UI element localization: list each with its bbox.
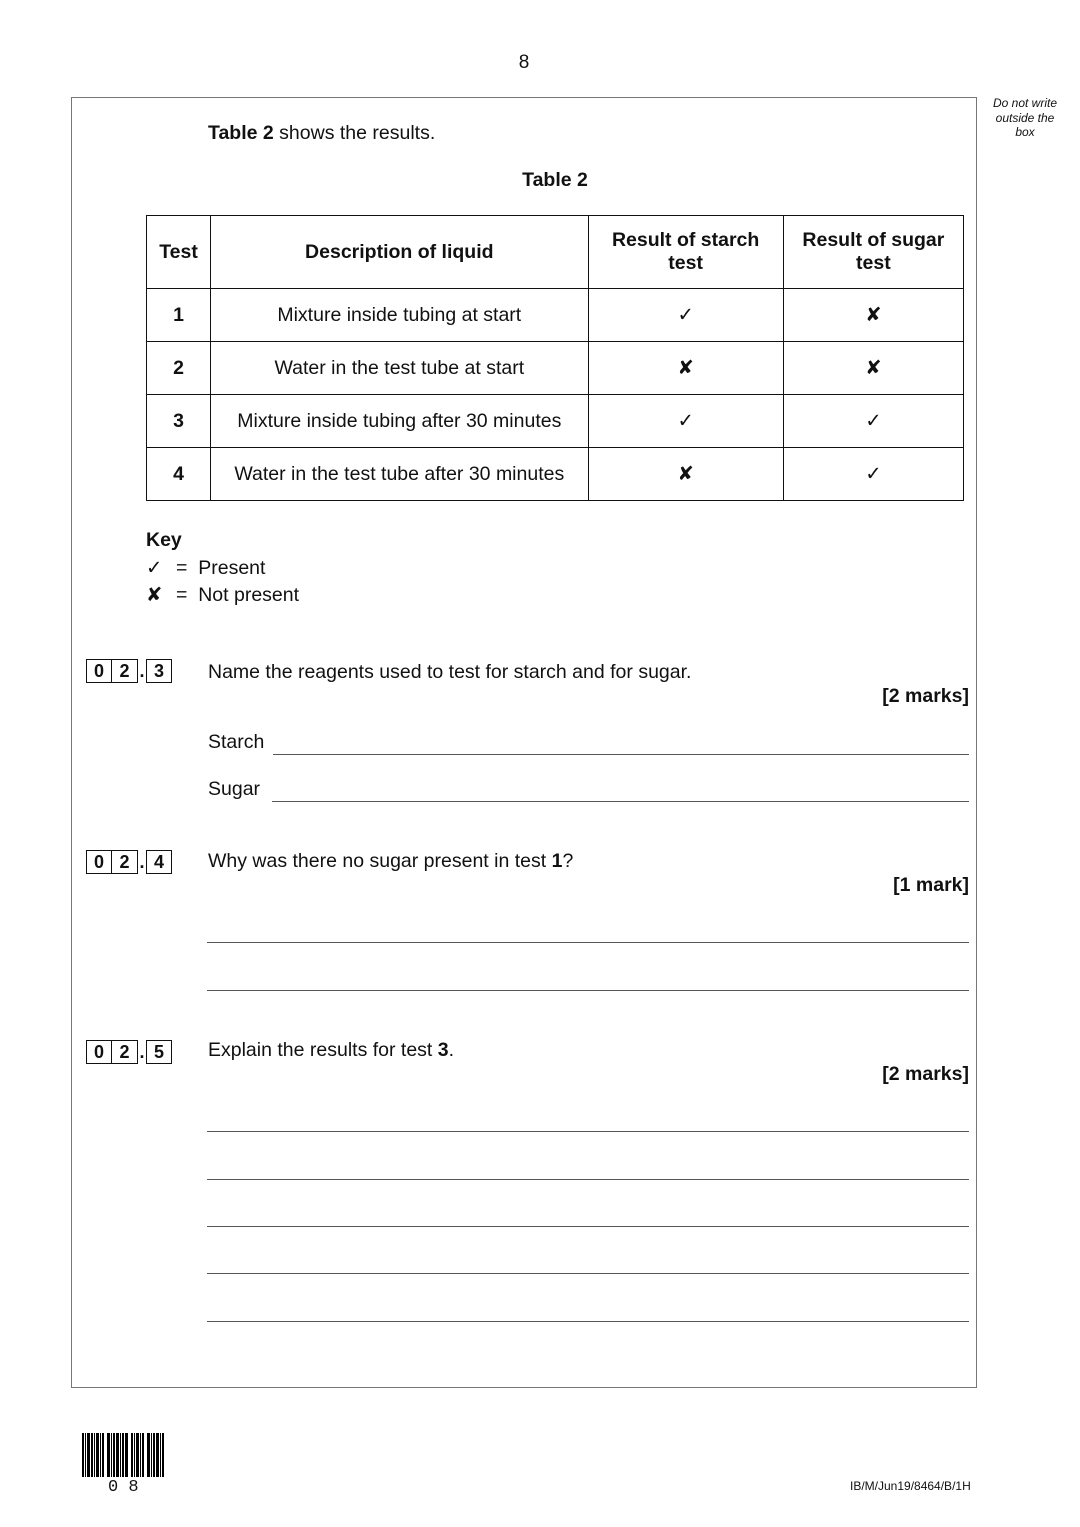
- marks-label: [2 marks]: [882, 685, 969, 707]
- question-number-02-4: [86, 850, 172, 874]
- text-bold: 1: [551, 850, 563, 872]
- digit-box: 4: [146, 850, 172, 874]
- sugar-result: ✘: [783, 289, 963, 342]
- sugar-label: Sugar: [208, 778, 261, 800]
- key-title: Key: [146, 529, 182, 551]
- page-number: 8: [518, 52, 530, 73]
- answer-line[interactable]: [207, 1179, 969, 1180]
- liquid-description: Water in the test tube after 30 minutes: [211, 448, 588, 501]
- marks-label: [2 marks]: [882, 1063, 969, 1085]
- digit-box: 2: [112, 659, 138, 683]
- liquid-description: Mixture inside tubing at start: [211, 289, 588, 342]
- starch-result: ✓: [588, 395, 783, 448]
- digit-box: 2: [112, 850, 138, 874]
- text-pre: Why was there no sugar present in test: [208, 850, 552, 872]
- starch-result: ✘: [588, 342, 783, 395]
- liquid-description: Mixture inside tubing after 30 minutes: [211, 395, 588, 448]
- sugar-result: ✓: [783, 448, 963, 501]
- dot: .: [139, 851, 145, 872]
- key-item-present: [146, 556, 265, 580]
- test-number: 3: [147, 395, 211, 448]
- answer-line[interactable]: [207, 1131, 969, 1132]
- intro-rest: shows the results.: [273, 122, 436, 144]
- table-row: [147, 448, 964, 501]
- digit-box: 0: [86, 850, 112, 874]
- digit-box: 0: [86, 659, 112, 683]
- dot: .: [139, 660, 145, 681]
- text-pre: Explain the results for test: [208, 1039, 438, 1061]
- starch-label: Starch: [208, 731, 265, 753]
- text-bold: 3: [437, 1039, 449, 1061]
- sugar-result: ✓: [783, 395, 963, 448]
- question-text: Name the reagents used to test for starch and for sugar.: [208, 661, 692, 683]
- digit-box: 3: [146, 659, 172, 683]
- table-row: [147, 395, 964, 448]
- sugar-answer-line[interactable]: [272, 801, 969, 802]
- answer-line[interactable]: [207, 1273, 969, 1274]
- header-starch: Result of starch test: [588, 216, 783, 289]
- test-number: 4: [147, 448, 211, 501]
- cross-icon: ✘: [146, 584, 163, 606]
- barcode-digits: 0 8: [108, 1478, 139, 1497]
- barcode-icon: [82, 1433, 165, 1477]
- results-table: [146, 215, 964, 501]
- starch-result: ✓: [588, 289, 783, 342]
- starch-answer-line[interactable]: [273, 754, 969, 755]
- footer-code: IB/M/Jun19/8464/B/1H: [850, 1479, 971, 1493]
- question-number-02-5: [86, 1040, 172, 1064]
- check-icon: ✓: [146, 557, 163, 579]
- question-text: [208, 1039, 454, 1062]
- table-header-row: [147, 216, 964, 289]
- digit-box: 2: [112, 1040, 138, 1064]
- answer-line[interactable]: [207, 942, 969, 943]
- digit-box: 0: [86, 1040, 112, 1064]
- test-number: 2: [147, 342, 211, 395]
- key-label: = Present: [176, 557, 266, 579]
- margin-note: Do not write outside the box: [992, 96, 1058, 139]
- answer-line[interactable]: [207, 990, 969, 991]
- key-item-not-present: [146, 583, 299, 607]
- intro-bold: Table 2: [208, 122, 274, 144]
- table-row: [147, 289, 964, 342]
- answer-line[interactable]: [207, 1321, 969, 1322]
- answer-line[interactable]: [207, 1226, 969, 1227]
- key-label: = Not present: [176, 584, 300, 606]
- liquid-description: Water in the test tube at start: [211, 342, 588, 395]
- table-caption: Table 2: [522, 169, 588, 191]
- table-row: [147, 342, 964, 395]
- header-description: Description of liquid: [211, 216, 588, 289]
- text-post: .: [448, 1039, 455, 1061]
- text-post: ?: [562, 850, 574, 872]
- sugar-result: ✘: [783, 342, 963, 395]
- question-text: [208, 850, 573, 873]
- question-number-02-3: [86, 659, 172, 683]
- digit-box: 5: [146, 1040, 172, 1064]
- marks-label: [1 mark]: [893, 874, 969, 896]
- starch-result: ✘: [588, 448, 783, 501]
- test-number: 1: [147, 289, 211, 342]
- dot: .: [139, 1041, 145, 1062]
- intro-text: [208, 122, 435, 145]
- header-test: Test: [147, 216, 211, 289]
- header-sugar: Result of sugar test: [783, 216, 963, 289]
